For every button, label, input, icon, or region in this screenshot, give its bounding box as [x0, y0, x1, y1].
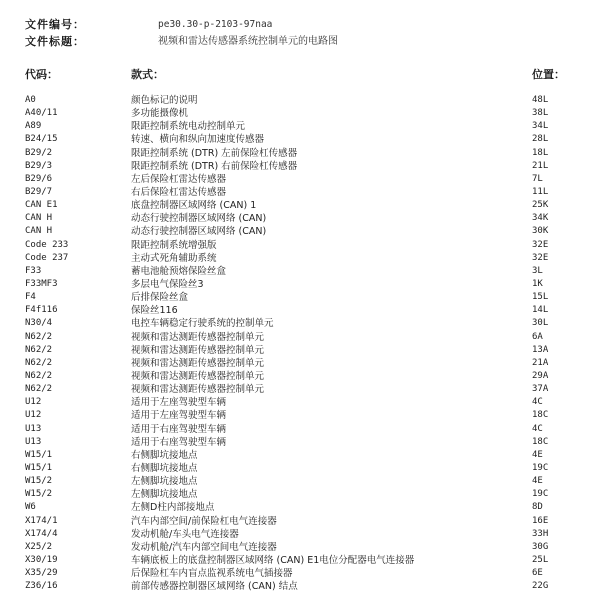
table-row — [0, 383, 604, 396]
row-position: 16E — [532, 515, 549, 526]
row-code: A40/11 — [25, 108, 58, 119]
row-code: W15/2 — [25, 476, 53, 487]
row-code: B29/6 — [25, 173, 53, 184]
row-name: 适用于左座驾驶型车辆 — [131, 410, 227, 422]
row-code: W15/1 — [25, 462, 53, 473]
table-row — [0, 436, 604, 449]
row-code: B29/7 — [25, 186, 53, 197]
row-position: 19C — [532, 489, 549, 500]
row-code: U12 — [25, 410, 42, 421]
row-position: 7L — [532, 173, 543, 184]
row-name: 多层电气保险丝3 — [131, 278, 204, 290]
doc-number-label: 文件编号： — [25, 18, 85, 31]
row-name: 限距控制系统 (DTR) 右前保险杠传感器 — [131, 160, 298, 172]
row-position: 30G — [532, 541, 549, 552]
row-code: U13 — [25, 423, 42, 434]
row-position: 37A — [532, 384, 549, 395]
row-name: 动态行驶控制器区域网络 (CAN) — [131, 213, 267, 225]
row-name: 蓄电池舱预熔保险丝盒 — [131, 265, 227, 277]
row-name: 限距控制系统增强版 — [131, 239, 217, 251]
row-name: 颜色标记的说明 — [131, 95, 198, 106]
row-name: 视频和雷达测距传感器控制单元 — [131, 344, 265, 356]
row-code: X30/19 — [25, 554, 58, 565]
table-row — [0, 160, 604, 173]
table-row — [0, 396, 604, 409]
table-row — [0, 554, 604, 567]
table-row — [0, 94, 604, 107]
row-code: Code 237 — [25, 252, 69, 263]
row-name: 转速、横向和纵向加速度传感器 — [131, 134, 265, 146]
table-row — [0, 265, 604, 278]
row-position: 25K — [532, 200, 549, 211]
row-position: 4E — [532, 476, 543, 487]
table-row — [0, 528, 604, 541]
row-position: 22G — [532, 581, 549, 592]
row-position: 30K — [532, 226, 549, 237]
row-name: 多功能摄像机 — [131, 108, 189, 120]
row-name: 车辆底板上的底盘控制器区域网络 (CAN) E1电位分配器电气连接器 — [131, 554, 415, 566]
row-code: B29/2 — [25, 147, 53, 158]
table-row — [0, 173, 604, 186]
table-row — [0, 449, 604, 462]
row-name: 限距控制系统 (DTR) 左前保险杠传感器 — [131, 147, 298, 159]
row-position: 28L — [532, 134, 549, 145]
row-code: F4f116 — [25, 305, 58, 316]
row-position: 25L — [532, 554, 549, 565]
row-position: 13A — [532, 344, 549, 355]
row-name: 视频和雷达测距传感器控制单元 — [131, 384, 265, 396]
row-code: N62/2 — [25, 370, 53, 381]
row-code: W15/2 — [25, 489, 53, 500]
row-position: 33H — [532, 528, 549, 539]
row-code: CAN E1 — [25, 200, 58, 211]
header-position: 位置： — [532, 68, 565, 81]
row-position: 4E — [532, 449, 543, 460]
row-code: W6 — [25, 502, 36, 513]
row-name: 前部传感器控制器区域网络 (CAN) 结点 — [131, 581, 298, 593]
row-position: 29A — [532, 370, 549, 381]
row-name: 限距控制系统电动控制单元 — [131, 121, 246, 133]
row-position: 21A — [532, 357, 549, 368]
row-code: U12 — [25, 397, 42, 408]
table-row — [0, 120, 604, 133]
row-position: 15L — [532, 292, 549, 303]
row-position: 30L — [532, 318, 549, 329]
row-position: 21L — [532, 160, 549, 171]
row-position: 34K — [532, 213, 549, 224]
table-row — [0, 186, 604, 199]
row-code: A89 — [25, 121, 42, 132]
row-name: 右后保险杠雷达传感器 — [131, 186, 227, 198]
row-name: 适用于右座驾驶型车辆 — [131, 423, 227, 435]
table-row — [0, 225, 604, 238]
row-position: 19C — [532, 462, 549, 473]
row-name: 发动机舱/汽车内部空间电气连接器 — [131, 541, 277, 553]
row-position: 34L — [532, 121, 549, 132]
doc-number-value: pe30.30-p-2103-97naa — [158, 19, 273, 30]
row-code: CAN H — [25, 213, 53, 224]
row-name: 右侧脚坑接地点 — [131, 449, 198, 461]
row-code: N62/2 — [25, 331, 53, 342]
row-position: 11L — [532, 186, 549, 197]
row-code: N62/2 — [25, 344, 53, 355]
row-position: 18C — [532, 436, 549, 447]
row-position: 32E — [532, 252, 549, 263]
table-row — [0, 501, 604, 514]
row-code: N30/4 — [25, 318, 53, 329]
row-name: 左侧脚坑接地点 — [131, 476, 198, 488]
row-position: 18C — [532, 410, 549, 421]
row-name: 视频和雷达测距传感器控制单元 — [131, 357, 265, 369]
row-code: X35/29 — [25, 568, 58, 579]
row-name: 左侧D柱内部接地点 — [131, 502, 215, 514]
row-name: 左侧脚坑接地点 — [131, 489, 198, 501]
row-position: 1K — [532, 278, 543, 289]
row-position: 6E — [532, 568, 543, 579]
row-code: N62/2 — [25, 357, 53, 368]
table-row — [0, 567, 604, 580]
row-code: Z36/16 — [25, 581, 58, 592]
doc-title-value: 视频和雷达传感器系统控制单元的电路图 — [158, 36, 338, 47]
row-code: F33MF3 — [25, 278, 58, 289]
row-code: X174/4 — [25, 528, 58, 539]
row-name: 适用于左座驾驶型车辆 — [131, 397, 227, 409]
row-name: 适用于右座驾驶型车辆 — [131, 436, 227, 448]
row-position: 8D — [532, 502, 543, 513]
row-code: N62/2 — [25, 384, 53, 395]
row-position: 18L — [532, 147, 549, 158]
table-row — [0, 344, 604, 357]
row-name: 后保险杠车内盲点监视系统电气插接器 — [131, 568, 293, 580]
table-row — [0, 304, 604, 317]
row-name: 视频和雷达测距传感器控制单元 — [131, 370, 265, 382]
row-code: B24/15 — [25, 134, 58, 145]
table-row — [0, 278, 604, 291]
row-name: 保险丝116 — [131, 305, 178, 317]
table-row — [0, 409, 604, 422]
table-row — [0, 133, 604, 146]
row-position: 32E — [532, 239, 549, 250]
row-name: 主动式死角辅助系统 — [131, 252, 217, 264]
table-row — [0, 541, 604, 554]
table-row — [0, 199, 604, 212]
row-code: Code 233 — [25, 239, 69, 250]
table-row — [0, 291, 604, 304]
table-row — [0, 462, 604, 475]
row-position: 48L — [532, 95, 549, 105]
row-position: 14L — [532, 305, 549, 316]
row-name: 后排保险丝盒 — [131, 292, 189, 304]
table-row — [0, 147, 604, 160]
row-position: 3L — [532, 265, 543, 276]
doc-title-label: 文件标题： — [25, 35, 85, 48]
row-code: X174/1 — [25, 515, 58, 526]
table-row — [0, 515, 604, 528]
row-name: 动态行驶控制器区域网络 (CAN) — [131, 226, 267, 238]
header-code: 代码： — [25, 68, 58, 81]
row-position: 4C — [532, 423, 543, 434]
table-row — [0, 212, 604, 225]
row-code: B29/3 — [25, 160, 53, 171]
row-name: 右侧脚坑接地点 — [131, 462, 198, 474]
row-name: 发动机舱/车头电气连接器 — [131, 528, 239, 540]
header-name: 款式： — [131, 68, 164, 81]
table-row — [0, 357, 604, 370]
table-row — [0, 423, 604, 436]
row-name: 电控车辆稳定行驶系统的控制单元 — [131, 318, 274, 330]
table-row — [0, 252, 604, 265]
table-row — [0, 370, 604, 383]
row-position: 6A — [532, 331, 543, 342]
table-row — [0, 580, 604, 593]
row-position: 38L — [532, 108, 549, 119]
table-row — [0, 317, 604, 330]
row-code: X25/2 — [25, 541, 53, 552]
row-name: 左后保险杠雷达传感器 — [131, 173, 227, 185]
row-name: 视频和雷达测距传感器控制单元 — [131, 331, 265, 343]
row-code: A0 — [25, 95, 36, 105]
row-code: F4 — [25, 292, 36, 303]
row-code: F33 — [25, 265, 42, 276]
table-row — [0, 475, 604, 488]
row-code: W15/1 — [25, 449, 53, 460]
row-code: U13 — [25, 436, 42, 447]
row-position: 4C — [532, 397, 543, 408]
row-name: 汽车内部空间/前保险杠电气连接器 — [131, 515, 277, 527]
table-row — [0, 107, 604, 120]
row-name: 底盘控制器区域网络 (CAN) 1 — [131, 200, 257, 212]
table-row — [0, 239, 604, 252]
row-code: CAN H — [25, 226, 53, 237]
table-row — [0, 488, 604, 501]
table-row — [0, 331, 604, 344]
component-list — [0, 94, 604, 593]
